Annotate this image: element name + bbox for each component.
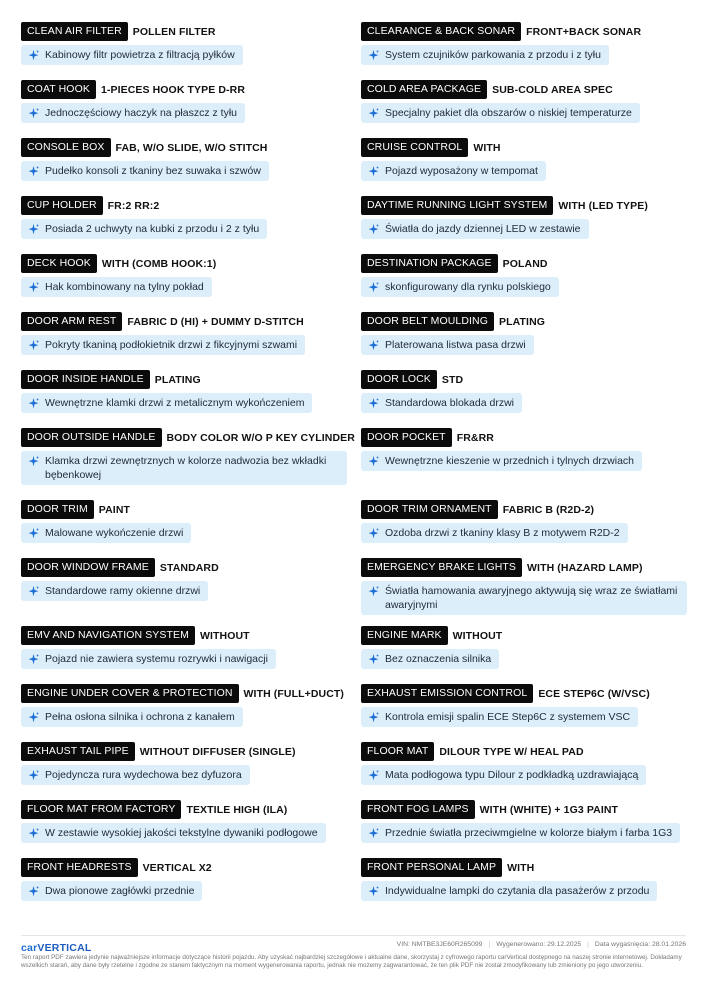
spec-description: Pojedyncza rura wydechowa bez dyfuzora (21, 765, 250, 785)
sparkle-icon (27, 653, 40, 666)
spec-label: EMERGENCY BRAKE LIGHTS (361, 558, 522, 577)
spec-label: FRONT PERSONAL LAMP (361, 858, 502, 877)
spec-item (361, 558, 691, 615)
spec-item (21, 428, 355, 485)
sparkle-icon (27, 827, 40, 840)
spec-label: EXHAUST TAIL PIPE (21, 742, 135, 761)
spec-value: POLAND (502, 257, 548, 270)
spec-item (361, 254, 691, 299)
spec-description: Kabinowy filtr powietrza z filtracją pyłków (21, 45, 243, 65)
spec-value: BODY COLOR W/O P KEY CYLINDER (166, 431, 355, 444)
spec-item (21, 312, 351, 357)
sparkle-icon (27, 107, 40, 120)
spec-item (21, 22, 351, 67)
spec-value: WITH (WHITE) + 1G3 PAINT (479, 803, 619, 816)
sparkle-icon (367, 49, 380, 62)
spec-description: Dwa pionowe zagłówki przednie (21, 881, 202, 901)
spec-value: FR&RR (456, 431, 494, 444)
spec-description: W zestawie wysokiej jakości tekstylne dywaniki podłogowe (21, 823, 326, 843)
sparkle-icon (27, 165, 40, 178)
spec-value: SUB-COLD AREA SPEC (492, 83, 613, 96)
sparkle-icon (367, 455, 380, 468)
footer-divider (21, 935, 686, 936)
spec-item (21, 254, 351, 299)
sparkle-icon (367, 281, 380, 294)
spec-description: Pojazd wyposażony w tempomat (361, 161, 546, 181)
spec-value: PLATING (154, 373, 201, 386)
spec-value: PLATING (499, 315, 546, 328)
spec-label: ENGINE MARK (361, 626, 448, 645)
spec-label: DOOR POCKET (361, 428, 452, 447)
spec-description: Pokryty tkaniną podłokietnik drzwi z fikcyjnymi szwami (21, 335, 305, 355)
spec-description: Klamka drzwi zewnętrznych w kolorze nadwozia bez wkładki bębenkowej (21, 451, 347, 485)
spec-item (21, 370, 351, 415)
spec-item (21, 684, 351, 729)
spec-label: FLOOR MAT FROM FACTORY (21, 800, 181, 819)
spec-value: WITHOUT (199, 629, 250, 642)
carvertical-logo: carVERTICAL (21, 942, 92, 954)
spec-label: DOOR BELT MOULDING (361, 312, 494, 331)
spec-item (21, 80, 351, 125)
sparkle-icon (27, 223, 40, 236)
spec-label: DOOR WINDOW FRAME (21, 558, 155, 577)
sparkle-icon (367, 827, 380, 840)
spec-value: FABRIC D (HI) + DUMMY D-STITCH (127, 315, 304, 328)
spec-value: STANDARD (159, 561, 219, 574)
spec-label: DOOR ARM REST (21, 312, 122, 331)
spec-description: Indywidualne lampki do czytania dla pasażerów z przodu (361, 881, 657, 901)
sparkle-icon (27, 281, 40, 294)
spec-label: DESTINATION PACKAGE (361, 254, 498, 273)
sparkle-icon (367, 711, 380, 724)
spec-label: CLEAN AIR FILTER (21, 22, 128, 41)
sparkle-icon (27, 769, 40, 782)
sparkle-icon (367, 339, 380, 352)
spec-item (21, 558, 351, 603)
spec-value: TEXTILE HIGH (ILA) (186, 803, 288, 816)
spec-description: Pojazd nie zawiera systemu rozrywki i nawigacji (21, 649, 276, 669)
spec-item (21, 500, 351, 545)
spec-label: COAT HOOK (21, 80, 96, 99)
spec-value: FABRIC B (R2D-2) (502, 503, 595, 516)
spec-item (361, 742, 691, 787)
spec-description: Jednoczęściowy haczyk na płaszcz z tyłu (21, 103, 245, 123)
spec-item (21, 138, 351, 183)
spec-description: Ozdoba drzwi z tkaniny klasy B z motywem R2D-2 (361, 523, 628, 543)
spec-description: Bez oznaczenia silnika (361, 649, 499, 669)
sparkle-icon (27, 585, 40, 598)
spec-item (361, 80, 691, 125)
spec-description: Hak kombinowany na tylny pokład (21, 277, 212, 297)
spec-description: Kontrola emisji spalin ECE Step6C z systemem VSC (361, 707, 638, 727)
spec-label: DOOR TRIM (21, 500, 94, 519)
expiry-date: Data wygaśnięcia: 28.01.2026 (594, 941, 686, 948)
spec-item (361, 22, 691, 67)
spec-label: DOOR INSIDE HANDLE (21, 370, 150, 389)
spec-label: CONSOLE BOX (21, 138, 111, 157)
spec-value: WITH (COMB HOOK:1) (101, 257, 217, 270)
sparkle-icon (367, 653, 380, 666)
spec-value: WITH (473, 141, 501, 154)
spec-description: Światła do jazdy dziennej LED w zestawie (361, 219, 589, 239)
spec-item (21, 742, 351, 787)
spec-description: Pudełko konsoli z tkaniny bez suwaka i szwów (21, 161, 269, 181)
spec-value: WITH (LED TYPE) (558, 199, 648, 212)
spec-item (361, 858, 691, 903)
sparkle-icon (27, 885, 40, 898)
sparkle-icon (367, 165, 380, 178)
spec-description: Malowane wykończenie drzwi (21, 523, 191, 543)
spec-value: VERTICAL X2 (142, 861, 212, 874)
sparkle-icon (367, 769, 380, 782)
spec-item (361, 138, 691, 183)
spec-description: Mata podłogowa typu Dilour z podkładką uzdrawiającą (361, 765, 646, 785)
sparkle-icon (27, 397, 40, 410)
spec-description: System czujników parkowania z przodu i z tyłu (361, 45, 609, 65)
spec-item (21, 800, 351, 845)
spec-item (361, 800, 691, 845)
spec-value: WITHOUT (452, 629, 503, 642)
spec-description: Standardowa blokada drzwi (361, 393, 522, 413)
sparkle-icon (27, 711, 40, 724)
spec-value: FR:2 RR:2 (107, 199, 160, 212)
spec-description: Platerowana listwa pasa drzwi (361, 335, 534, 355)
spec-value: STD (441, 373, 464, 386)
spec-description: Wewnętrzne kieszenie w przednich i tylnych drzwiach (361, 451, 642, 471)
vin-text: VIN: NMTBE3JE60R265099 (396, 941, 483, 948)
spec-label: EMV AND NAVIGATION SYSTEM (21, 626, 195, 645)
spec-label: DOOR LOCK (361, 370, 437, 389)
spec-label: DOOR TRIM ORNAMENT (361, 500, 498, 519)
page-footer (0, 935, 707, 999)
spec-description: Posiada 2 uchwyty na kubki z przodu i 2 z tyłu (21, 219, 267, 239)
sparkle-icon (27, 527, 40, 540)
spec-item (361, 312, 691, 357)
spec-label: FRONT HEADRESTS (21, 858, 138, 877)
spec-description: Przednie światła przeciwmgielne w kolorze białym i farba 1G3 (361, 823, 680, 843)
spec-value: WITH (FULL+DUCT) (243, 687, 344, 700)
spec-description: Pełna osłona silnika i ochrona z kanałem (21, 707, 243, 727)
spec-label: ENGINE UNDER COVER & PROTECTION (21, 684, 239, 703)
generated-date: Wygenerowano: 29.12.2025 (496, 941, 582, 948)
spec-item (361, 428, 691, 473)
spec-value: WITH (HAZARD LAMP) (527, 561, 643, 574)
spec-label: COLD AREA PACKAGE (361, 80, 487, 99)
report-meta: VIN: NMTBE3JE60R265099 | Wygenerowano: 29.12.2025 | Data wygaśnięcia: 28.01.2026 (396, 941, 686, 948)
sparkle-icon (367, 107, 380, 120)
spec-item (361, 370, 691, 415)
sparkle-icon (367, 585, 380, 598)
spec-item (361, 684, 691, 729)
sparkle-icon (27, 49, 40, 62)
spec-value: FRONT+BACK SONAR (526, 25, 642, 38)
spec-value: WITHOUT DIFFUSER (SINGLE) (139, 745, 296, 758)
spec-label: CLEARANCE & BACK SONAR (361, 22, 521, 41)
spec-item (21, 626, 351, 671)
sparkle-icon (367, 527, 380, 540)
spec-value: ECE STEP6C (W/VSC) (538, 687, 650, 700)
spec-label: DECK HOOK (21, 254, 97, 273)
spec-item (361, 626, 691, 671)
spec-label: CUP HOLDER (21, 196, 103, 215)
sparkle-icon (27, 339, 40, 352)
spec-label: DAYTIME RUNNING LIGHT SYSTEM (361, 196, 553, 215)
sparkle-icon (367, 223, 380, 236)
spec-description: Wewnętrzne klamki drzwi z metalicznym wykończeniem (21, 393, 312, 413)
disclaimer-text: Ten raport PDF zawiera jedynie najważniejsze informacje dotyczące historii pojazdu. Aby uzyskać najbardziej szczegółowe i aktualne dane, skorzystaj z cyfrowego raportu carVertical dostępnego na naszej stronie internetowej. Dokładamy wszelkich starań, aby dane były rzetelne i zgodne ze stanem faktycznym na moment wygenerowania raportu, jednak nie możemy zagwarantować, że ten plik PDF nie został zmodyfikowany lub zmieniony po jego utworzeniu. (21, 954, 682, 970)
spec-item (21, 858, 351, 903)
spec-value: WITH (507, 861, 535, 874)
spec-description: skonfigurowany dla rynku polskiego (361, 277, 559, 297)
spec-item (21, 196, 351, 241)
spec-item (361, 196, 691, 241)
spec-label: CRUISE CONTROL (361, 138, 468, 157)
spec-label: EXHAUST EMISSION CONTROL (361, 684, 533, 703)
spec-description: Światła hamowania awaryjnego aktywują się wraz ze światłami awaryjnymi (361, 581, 687, 615)
sparkle-icon (27, 455, 40, 468)
sparkle-icon (367, 885, 380, 898)
spec-value: FAB, W/O SLIDE, W/O STITCH (115, 141, 268, 154)
spec-label: FLOOR MAT (361, 742, 434, 761)
spec-label: DOOR OUTSIDE HANDLE (21, 428, 162, 447)
spec-item (361, 500, 691, 545)
spec-value: DILOUR TYPE W/ HEAL PAD (439, 745, 584, 758)
spec-description: Standardowe ramy okienne drzwi (21, 581, 208, 601)
spec-value: POLLEN FILTER (132, 25, 216, 38)
spec-description: Specjalny pakiet dla obszarów o niskiej temperaturze (361, 103, 640, 123)
spec-value: PAINT (98, 503, 131, 516)
spec-label: FRONT FOG LAMPS (361, 800, 475, 819)
sparkle-icon (367, 397, 380, 410)
spec-value: 1-PIECES HOOK TYPE D-RR (100, 83, 246, 96)
